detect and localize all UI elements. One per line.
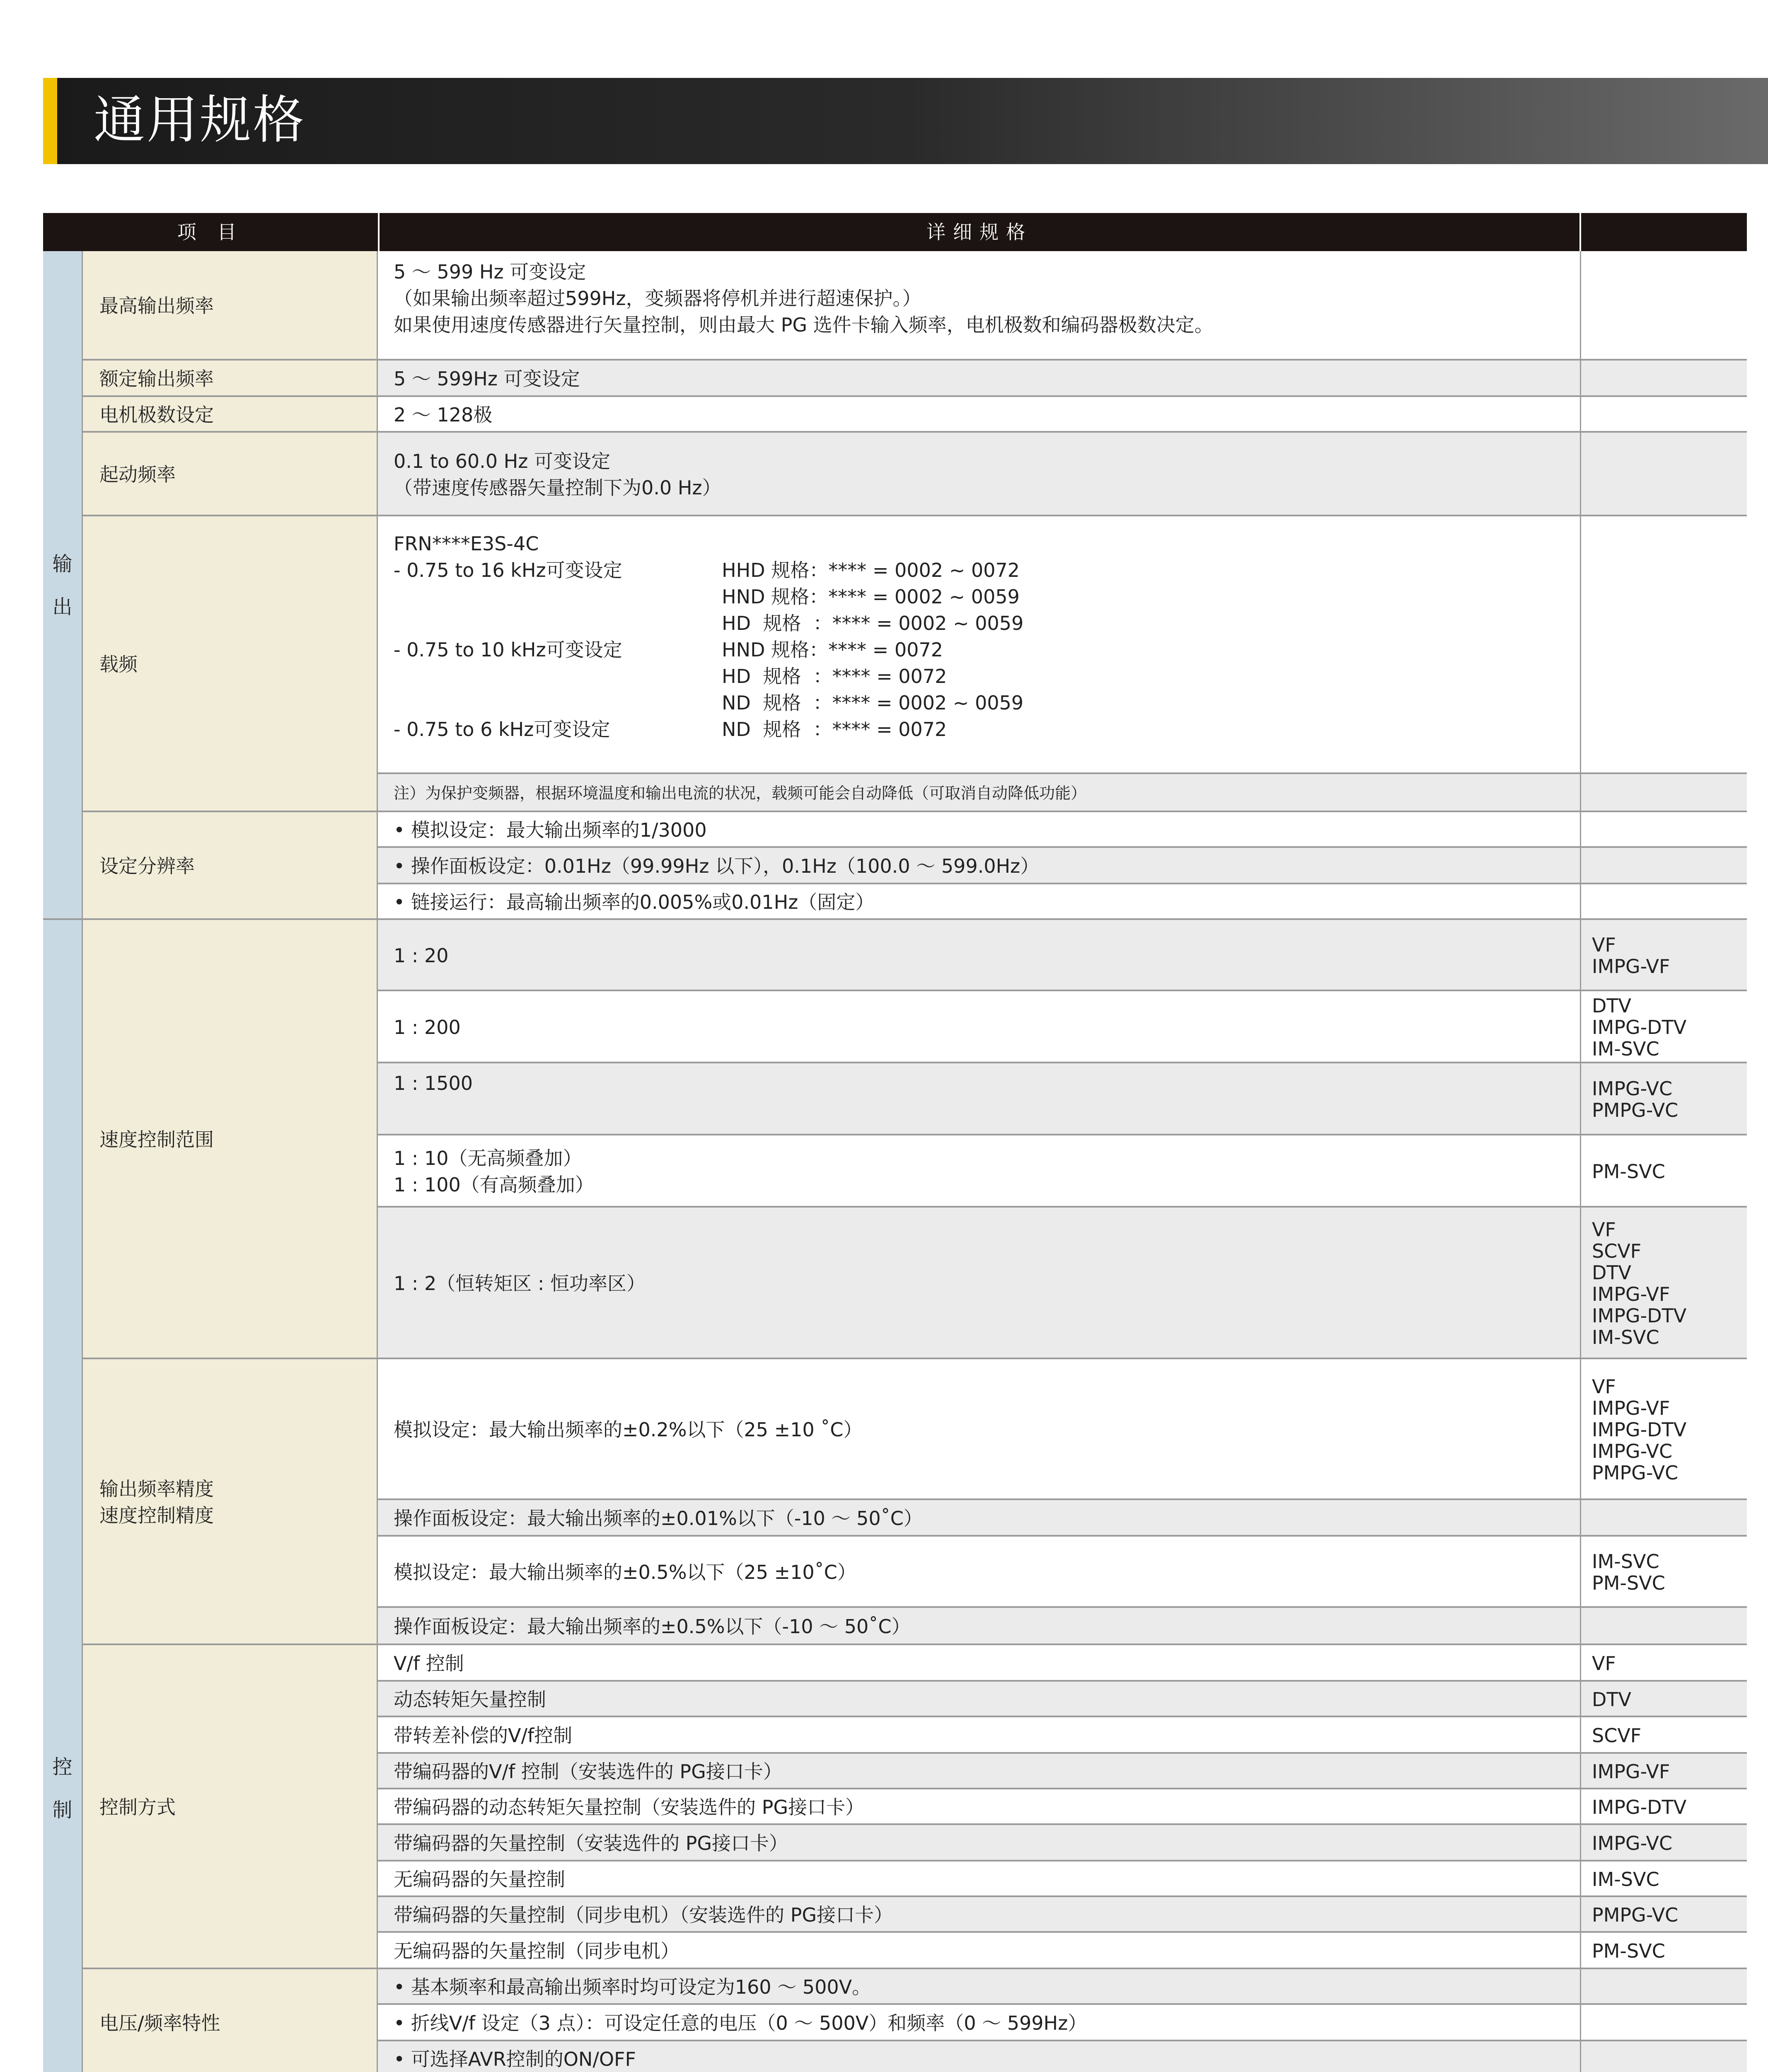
mode-cell — [1581, 991, 1747, 1063]
detail-text: • 操作面板设定：0.01Hz（99.99Hz 以下），0.1Hz（100.0 ～ 599.0Hz） — [394, 855, 1040, 877]
detail-cell — [378, 991, 1581, 1063]
detail-cell — [378, 433, 1581, 516]
detail-text: • 基本频率和最高输出频率时均可设定为160 ～ 500V。 — [394, 1976, 871, 1998]
detail-cell — [378, 1359, 1581, 1500]
detail-cell — [378, 361, 1581, 397]
mode-cell — [1581, 1208, 1747, 1359]
category-label: 输 出 — [52, 552, 73, 619]
detail-cell — [378, 2005, 1581, 2041]
mode-cell — [1581, 1969, 1747, 2005]
detail-cell — [378, 1789, 1581, 1825]
mode-cell — [1581, 1754, 1747, 1789]
mode-cell — [1581, 1537, 1747, 1608]
detail-cell — [378, 397, 1581, 433]
detail-cell — [378, 1135, 1581, 1208]
item-label: 输出频率精度 速度控制精度 — [99, 1478, 214, 1527]
header-item: 项 目 — [43, 213, 378, 251]
item-label: 额定输出频率 — [99, 368, 214, 390]
detail-text: 带编码器的矢量控制（安装选件的 PG接口卡） — [394, 1832, 788, 1854]
mode-cell — [1581, 1933, 1747, 1969]
category-cell — [43, 251, 83, 920]
mode-cell — [1581, 1717, 1747, 1754]
control-mode-label: VF SCVF DTV IMPG-VF IMPG-DTV IM-SVC — [1592, 1218, 1687, 1348]
detail-text: HHD 规格：**** = 0002 ~ 0072 HND 规格：**** = 0002 ~ 0059 HD 规格 ：**** = 0002 ~ 0059 HND 规格：**** = 0072 HD 规格 ：**** = 0072 ND 规格 ：**** = 0002 ~ 0059 ND 规格 ：**** = 0072 — [722, 559, 1024, 741]
detail-text: 带编码器的动态转矩矢量控制（安装选件的 PG接口卡） — [394, 1796, 865, 1818]
header-detail: 详细规格 — [378, 213, 1581, 251]
control-mode-label: VF IMPG-VF — [1592, 934, 1670, 978]
header-mode — [1581, 213, 1747, 251]
mode-cell — [1581, 884, 1747, 920]
item-cell — [83, 433, 378, 516]
detail-cell — [378, 884, 1581, 920]
detail-text: 动态转矩矢量控制 — [394, 1688, 546, 1711]
detail-cell — [378, 774, 1581, 812]
control-mode-label: DTV IMPG-DTV IM-SVC — [1592, 995, 1687, 1060]
detail-cell — [378, 812, 1581, 848]
detail-cell — [378, 1897, 1581, 1933]
mode-cell — [1581, 1789, 1747, 1825]
mode-cell — [1581, 433, 1747, 516]
mode-cell — [1581, 1682, 1747, 1717]
detail-cell — [378, 1645, 1581, 1682]
detail-cell — [378, 516, 1581, 774]
mode-cell — [1581, 1861, 1747, 1897]
detail-text: 1 : 20 — [394, 944, 449, 967]
title-accent-bar — [43, 78, 57, 164]
item-cell — [83, 812, 378, 920]
detail-cell — [378, 1861, 1581, 1897]
control-mode-label: PMPG-VC — [1592, 1904, 1679, 1926]
detail-text: 无编码器的矢量控制（同步电机） — [394, 1940, 680, 1962]
mode-cell — [1581, 1359, 1747, 1500]
item-cell — [83, 361, 378, 397]
item-label: 电机极数设定 — [99, 404, 214, 426]
mode-cell — [1581, 920, 1747, 991]
mode-cell — [1581, 1608, 1747, 1645]
item-label: 控制方式 — [99, 1796, 176, 1818]
detail-text: 1 : 10（无高频叠加） 1 : 100（有高频叠加） — [394, 1147, 594, 1196]
detail-cell — [378, 1208, 1581, 1359]
detail-text: FRN****E3S-4C - 0.75 to 16 kHz可变设定 - 0.75 to 10 kHz可变设定 - 0.75 to 6 kHz可变设定 — [394, 533, 622, 741]
detail-text: • 链接运行：最高输出频率的0.005%或0.01Hz（固定） — [394, 891, 875, 913]
mode-cell — [1581, 251, 1747, 361]
control-mode-label: VF — [1592, 1652, 1616, 1675]
control-mode-label: IMPG-VC PMPG-VC — [1592, 1077, 1679, 1121]
detail-text: 带转差补偿的V/f控制 — [394, 1724, 573, 1747]
detail-text: 带编码器的矢量控制（同步电机）（安装选件的 PG接口卡） — [394, 1904, 893, 1926]
detail-text: 模拟设定：最大输出频率的±0.5%以下（25 ±10˚C） — [394, 1561, 856, 1583]
detail-text: 1 : 2（恒转矩区 : 恒功率区） — [394, 1272, 646, 1295]
mode-cell — [1581, 848, 1747, 884]
item-label: 起动频率 — [99, 463, 176, 486]
mode-cell — [1581, 812, 1747, 848]
page-title: 通用规格 — [94, 90, 306, 150]
control-mode-label: IMPG-DTV — [1592, 1796, 1687, 1818]
detail-cell — [378, 848, 1581, 884]
mode-cell — [1581, 2041, 1747, 2072]
detail-text: 2 ～ 128极 — [394, 404, 493, 426]
mode-cell — [1581, 1645, 1747, 1682]
control-mode-label: PM-SVC — [1592, 1160, 1665, 1183]
control-mode-label: IMPG-VF — [1592, 1760, 1670, 1783]
item-cell — [83, 251, 378, 361]
mode-cell — [1581, 397, 1747, 433]
control-mode-label: SCVF — [1592, 1724, 1642, 1747]
detail-text: • 折线V/f 设定（3 点）：可设定任意的电压（0 ～ 500V）和频率（0 ～ 599Hz） — [394, 2012, 1087, 2034]
detail-text: 无编码器的矢量控制 — [394, 1868, 565, 1890]
control-mode-label: VF IMPG-VF IMPG-DTV IMPG-VC PMPG-VC — [1592, 1375, 1687, 1484]
detail-text: V/f 控制 — [394, 1652, 464, 1675]
item-label: 速度控制范围 — [99, 1128, 214, 1151]
mode-cell — [1581, 1825, 1747, 1861]
item-cell — [83, 1645, 378, 1969]
detail-text: 1 : 1500 — [394, 1072, 473, 1094]
item-cell — [83, 516, 378, 812]
control-mode-label: IMPG-VC — [1592, 1832, 1673, 1854]
detail-text: • 可选择AVR控制的ON/OFF — [394, 2048, 636, 2070]
mode-cell — [1581, 1500, 1747, 1537]
item-label: 设定分辨率 — [99, 855, 195, 877]
detail-cell — [378, 1608, 1581, 1645]
item-label: 最高输出频率 — [99, 295, 214, 317]
mode-cell — [1581, 516, 1747, 774]
detail-cell — [378, 1063, 1581, 1135]
detail-cell — [378, 2041, 1581, 2072]
mode-cell — [1581, 774, 1747, 812]
detail-text: 5 ～ 599Hz 可变设定 — [394, 368, 580, 390]
item-cell — [83, 920, 378, 1359]
detail-cell — [378, 1754, 1581, 1789]
mode-cell — [1581, 1897, 1747, 1933]
item-label: 载频 — [99, 653, 138, 675]
mode-cell — [1581, 1135, 1747, 1208]
control-mode-label: PM-SVC — [1592, 1940, 1665, 1962]
item-label: 电压/频率特性 — [99, 2012, 220, 2034]
detail-text: 带编码器的V/f 控制（安装选件的 PG接口卡） — [394, 1760, 782, 1783]
item-cell — [83, 1359, 378, 1645]
detail-cell — [378, 251, 1581, 361]
detail-cell — [378, 1933, 1581, 1969]
detail-cell — [378, 1717, 1581, 1754]
detail-cell — [378, 1500, 1581, 1537]
control-mode-label: IM-SVC — [1592, 1868, 1659, 1890]
detail-text: 模拟设定：最大输出频率的±0.2%以下（25 ±10 ˚C） — [394, 1418, 863, 1441]
category-label: 控 制 — [52, 1755, 73, 1822]
detail-cell — [378, 1537, 1581, 1608]
detail-cell — [378, 1825, 1581, 1861]
item-cell — [83, 397, 378, 433]
detail-cell — [378, 1969, 1581, 2005]
detail-text: 0.1 to 60.0 Hz 可变设定 （带速度传感器矢量控制下为0.0 Hz） — [394, 450, 721, 499]
detail-cell — [378, 920, 1581, 991]
detail-text: 5 ～ 599 Hz 可变设定 （如果输出频率超过599Hz，变频器将停机并进行超速保护。） 如果使用速度传感器进行矢量控制，则由最大 PG 选件卡输入频率，电机极数和编码器极数决定。 — [394, 261, 1214, 336]
mode-cell — [1581, 2005, 1747, 2041]
detail-text: 操作面板设定：最大输出频率的±0.5%以下（-10 ～ 50˚C） — [394, 1615, 911, 1638]
mode-cell — [1581, 1063, 1747, 1135]
detail-cell — [378, 1682, 1581, 1717]
control-mode-label: DTV — [1592, 1688, 1631, 1711]
item-cell — [83, 1969, 378, 2072]
category-cell — [43, 920, 83, 2072]
detail-text: 注）为保护变频器，根据环境温度和输出电流的状况，载频可能会自动降低（可取消自动降低功能） — [394, 784, 1087, 802]
detail-text: • 模拟设定：最大输出频率的1/3000 — [394, 819, 707, 841]
detail-text: 1 : 200 — [394, 1016, 461, 1038]
control-mode-label: IM-SVC PM-SVC — [1592, 1550, 1665, 1594]
detail-text: 操作面板设定：最大输出频率的±0.01%以下（-10 ～ 50˚C） — [394, 1507, 923, 1530]
mode-cell — [1581, 361, 1747, 397]
